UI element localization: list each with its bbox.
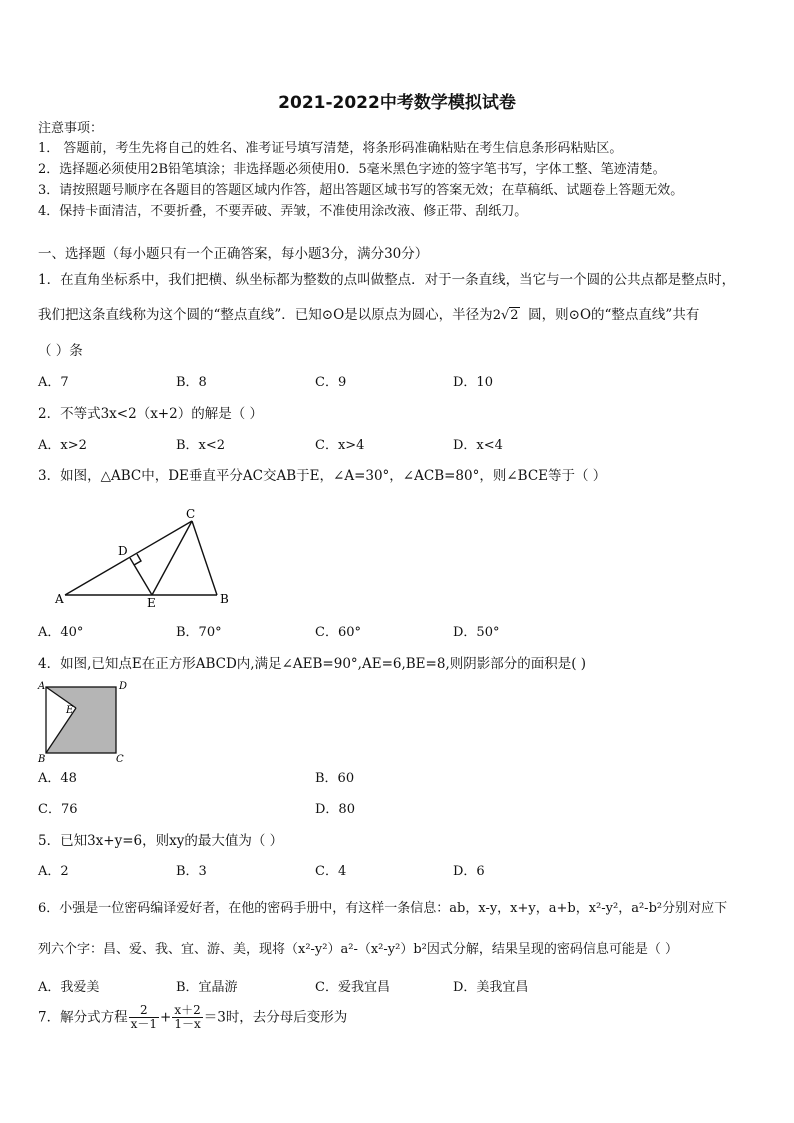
option-b: B．x<2 [176,438,226,453]
label-a: A [55,592,64,606]
option-d: D．80 [315,802,355,817]
fraction-1: $\frac{2}{x-1}$ [130,1003,157,1031]
label-c: C [116,754,124,765]
triangle-figure [55,508,255,608]
question-4: 4．如图,已知点E在正方形ABCD内,满足∠AEB=90°,AE=6,BE=8,则阴影部分的面积是( ) [38,656,587,672]
label-d: D [119,681,128,692]
label-c: C [186,507,196,521]
option-d: D．x<4 [453,438,503,453]
fraction-2: $\frac{x+2}{1-x}$ [174,1003,201,1031]
page-title: 2021-2022中考数学模拟试卷 [278,93,516,113]
option-a: A．x>2 [38,438,87,453]
option-a: A．2 [38,864,69,879]
notice-heading: 注意事项： [38,121,104,136]
label-d: D [118,544,128,558]
notice-item: 1． 答题前，考生先将自己的姓名、准考证号填写清楚，将条形码准确粘贴在考生信息条形码粘贴区。 [38,141,623,156]
right-angle-mark [134,554,141,565]
option-c: C．爱我宜昌 [315,980,390,995]
radius-expression: 2√2 [492,308,519,323]
label-e: E [66,705,74,716]
option-d: D．美我宜昌 [453,980,529,995]
label-e: E [147,596,156,610]
option-d: D．10 [453,375,493,390]
label-b: B [38,754,46,765]
option-c: C．x>4 [315,438,365,453]
question-3: 3．如图，△ABC中，DE垂直平分AC交AB于E，∠A=30°，∠ACB=80°，则∠BCE等于（ ） [38,468,607,484]
option-d: D．50° [453,625,500,640]
shaded-region [46,687,116,753]
option-c: C．4 [315,864,347,879]
notice-item: 2．选择题必须使用2B铅笔填涂；非选择题必须使用0．5毫米黑色字迹的签字笔书写，字体工整、笔迹清楚。 [38,162,666,177]
option-c: C．76 [38,802,78,817]
question-2: 2．不等式3x<2（x+2）的解是（ ） [38,406,263,422]
option-a: A．40° [38,625,84,640]
segment-de [130,558,152,595]
square-figure [36,678,136,768]
section-heading: 一、选择题（每小题只有一个正确答案，每小题3分，满分30分） [38,246,429,262]
option-a: A．我爱美 [38,980,100,995]
option-b: B．宜晶游 [176,980,238,995]
question-1-line-3: （ ）条 [38,343,83,359]
label-a: A [38,681,46,692]
option-b: B．70° [176,625,222,640]
option-a: A．7 [38,375,69,390]
question-7: 7．解分式方程 $\frac{2}{x-1}$ + $\frac{x+2}{1-x}$ ＝3时，去分母后变形为 [38,1003,348,1031]
segment-ac [65,521,192,595]
question-1-line-2: 我们把这条直线称为这个圆的“整点直线”．已知⊙O是以原点为圆心，半径为2√2 圆，则⊙O的“整点直线”共有 [38,307,700,323]
option-c: C．60° [315,625,361,640]
option-d: D．6 [453,864,485,879]
option-b: B．3 [176,864,207,879]
question-5: 5．已知3x+y=6，则xy的最大值为（ ） [38,833,284,849]
question-6-line-1: 6．小强是一位密码编译爱好者，在他的密码手册中，有这样一条信息：ab，x-y，x+y，a+b，x²-y²，a²-b²分别对应下 [38,901,728,916]
question-1-line-1: 1．在直角坐标系中，我们把横、纵坐标都为整数的点叫做整点．对于一条直线，当它与一个圆的公共点都是整点时， [38,272,736,288]
notice-item: 4．保持卡面清洁，不要折叠，不要弄破、弄皱，不准使用涂改液、修正带、刮纸刀。 [38,204,528,219]
notice-item: 3．请按照题号顺序在各题目的答题区域内作答，超出答题区域书写的答案无效；在草稿纸、试题卷上答题无效。 [38,183,684,198]
option-c: C．9 [315,375,347,390]
option-b: B．60 [315,771,355,786]
question-6-line-2: 列六个字：昌、爱、我、宜、游、美，现将（x²-y²）a²-（x²-y²）b²因式分解，结果呈现的密码信息可能是（ ） [38,942,679,957]
segment-cb [192,521,217,595]
option-a: A．48 [38,771,77,786]
option-b: B．8 [176,375,207,390]
label-b: B [220,592,229,606]
